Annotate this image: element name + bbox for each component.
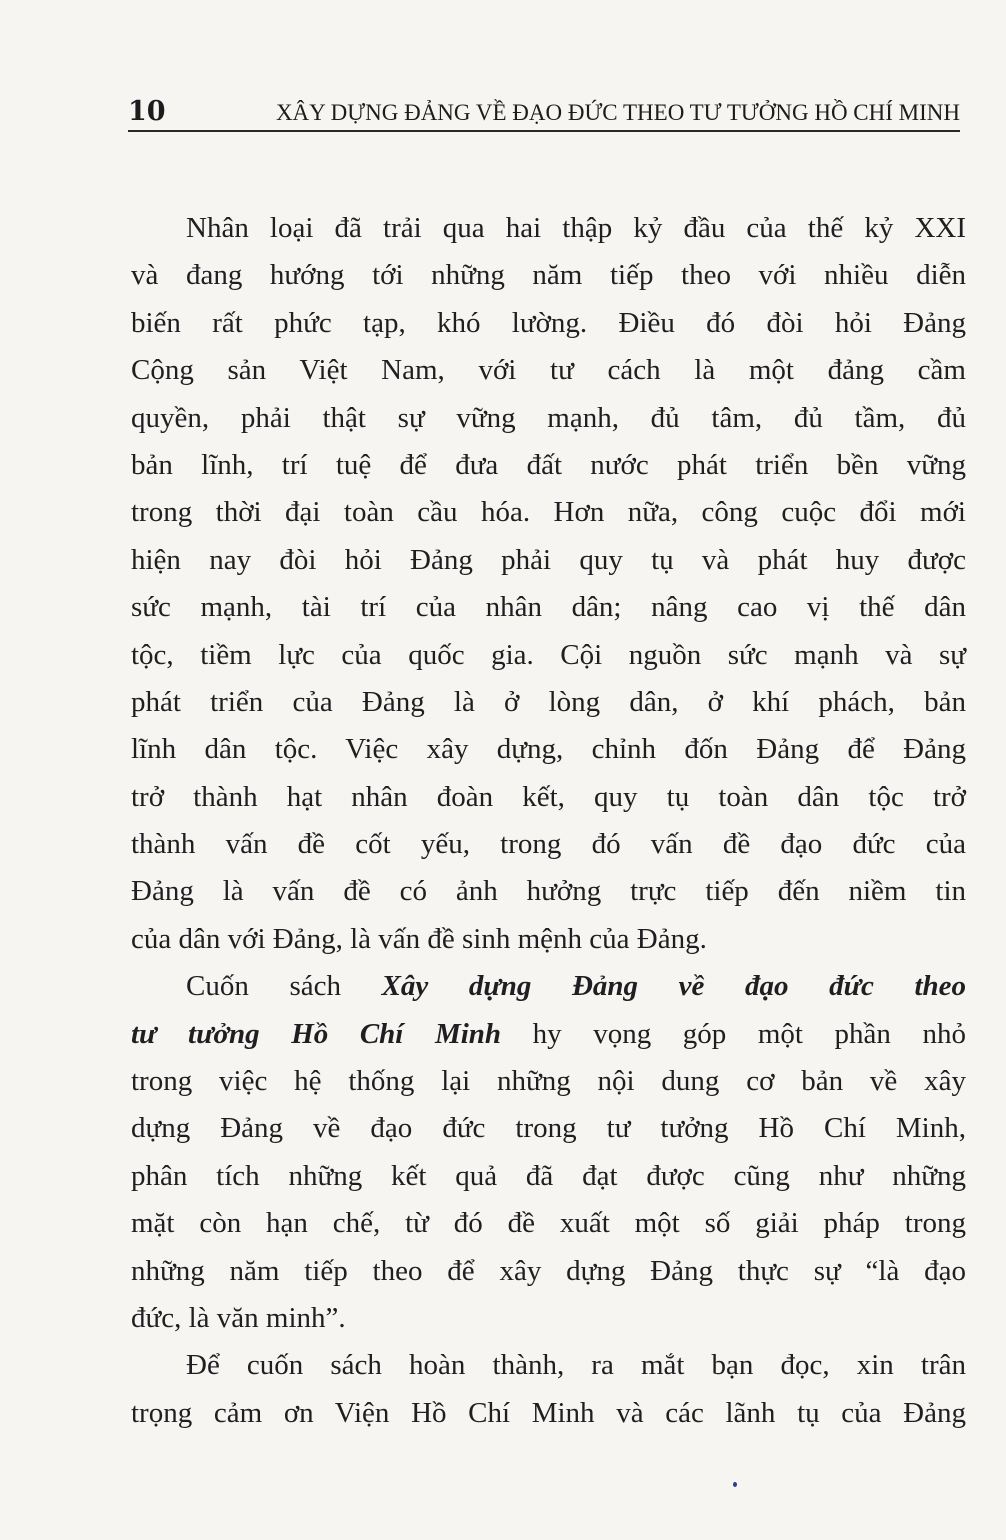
text-fragment: hy vọng góp một phần nhỏ [501, 1017, 966, 1050]
text-line: của dân với Đảng, là vấn đề sinh mệnh của Đảng. [131, 922, 707, 955]
text-fragment: Cuốn sách [186, 970, 382, 1003]
book-title-part: Xây dựng Đảng về đạo đức theo [381, 970, 966, 1003]
text-line: và đang hướng tới những năm tiếp theo với nhiều diễn [131, 259, 966, 292]
text-line: dựng Đảng về đạo đức trong tư tưởng Hồ Chí Minh, [131, 1112, 966, 1145]
text-line: hiện nay đòi hỏi Đảng phải quy tụ và phát huy được [131, 543, 966, 576]
text-line: biến rất phức tạp, khó lường. Điều đó đòi hỏi Đảng [131, 306, 966, 339]
text-line: tộc, tiềm lực của quốc gia. Cội nguồn sức mạnh và sự [131, 638, 966, 671]
book-title-part: tư tưởng Hồ Chí Minh [131, 1017, 502, 1050]
page-header [128, 94, 960, 132]
text-line: phân tích những kết quả đã đạt được cũng như những [131, 1159, 966, 1192]
text-line: trọng cảm ơn Viện Hồ Chí Minh và các lãnh tụ của Đảng [131, 1396, 966, 1429]
text-line: trở thành hạt nhân đoàn kết, quy tụ toàn dân tộc trở [131, 780, 966, 813]
text-line: Nhân loại đã trải qua hai thập kỷ đầu của thế kỷ XXI [186, 212, 966, 244]
text-line: Đảng là vấn đề có ảnh hưởng trực tiếp đến niềm tin [131, 875, 966, 908]
text-line [131, 963, 966, 1010]
text-line: sức mạnh, tài trí của nhân dân; nâng cao vị thế dân [131, 591, 966, 624]
text-line: Cộng sản Việt Nam, với tư cách là một đảng cầm [131, 354, 966, 387]
text-line: Để cuốn sách hoàn thành, ra mắt bạn đọc, xin trân [186, 1349, 966, 1382]
text-line: quyền, phải thật sự vững mạnh, đủ tâm, đủ tầm, đủ [131, 401, 966, 434]
ink-speck [733, 1482, 737, 1487]
text-line: những năm tiếp theo để xây dựng Đảng thực sự “là đạo [131, 1254, 966, 1287]
text-line [131, 1011, 966, 1058]
text-line: trong việc hệ thống lại những nội dung cơ bản về xây [131, 1065, 966, 1098]
text-line: phát triển của Đảng là ở lòng dân, ở khí phách, bản [131, 685, 966, 718]
text-line: bản lĩnh, trí tuệ để đưa đất nước phát triển bền vững [131, 448, 966, 481]
text-line: mặt còn hạn chế, từ đó đề xuất một số giải pháp trong [131, 1207, 966, 1240]
text-line: thành vấn đề cốt yếu, trong đó vấn đề đạo đức của [131, 828, 966, 861]
text-line: lĩnh dân tộc. Việc xây dựng, chỉnh đốn Đảng để Đảng [131, 733, 966, 766]
page-number: 10 [128, 96, 166, 127]
body-text [131, 205, 966, 1437]
text-line: trong thời đại toàn cầu hóa. Hơn nữa, công cuộc đổi mới [131, 496, 966, 529]
running-title: XÂY DỰNG ĐẢNG VỀ ĐẠO ĐỨC THEO TƯ TƯỞNG HỒ CHÍ MINH [275, 100, 960, 125]
text-line: đức, là văn minh”. [131, 1301, 346, 1334]
